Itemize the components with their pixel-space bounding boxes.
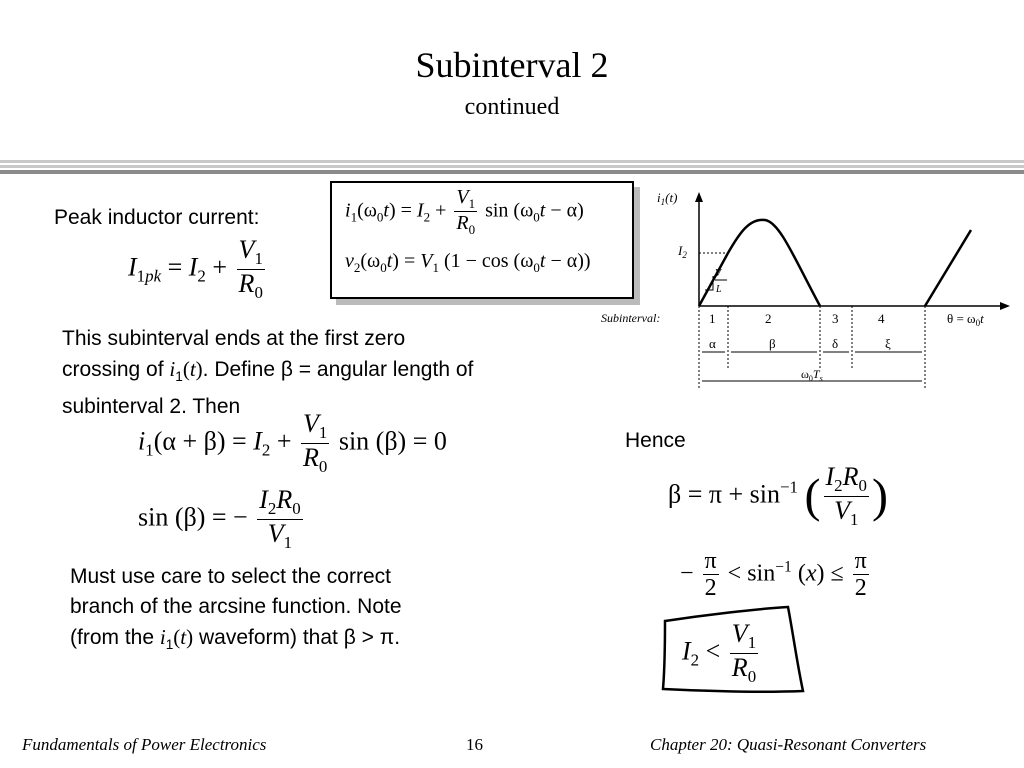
subinterval-label: Subinterval: [601, 311, 661, 325]
ends-paragraph [62, 324, 473, 422]
footer-right: Chapter 20: Quasi-Resonant Converters [650, 735, 927, 754]
slope-label: V [715, 268, 722, 279]
waveform-y-label: $i_1(t)$ [657, 190, 678, 207]
divider-rule [0, 165, 1024, 168]
xi-label: ξ [885, 336, 891, 351]
theta-label: $\theta = \omega_0t$ [947, 311, 984, 328]
ends-line-2b: . Define β = angular length of [202, 358, 474, 381]
i1-equation: $i_1(\omega_0t) = I_2$ + $\frac{V_1}{R_0}$ $\sin (\omega_0t - \alpha)$ [345, 186, 584, 238]
footer-left: Fundamentals of Power Electronics [22, 735, 267, 754]
divider-rule [0, 160, 1024, 163]
x-axis-arrow [1000, 302, 1010, 310]
care-line-3a: (from the [70, 626, 160, 649]
interval-4: 4 [878, 311, 885, 326]
beta-label: β [769, 336, 776, 351]
alpha-label: α [709, 336, 716, 351]
ends-line-2a: crossing of [62, 358, 170, 381]
delta-label: δ [832, 336, 839, 351]
period-label: $\omega_0T_s$ [801, 367, 823, 383]
slide-subtitle: continued [464, 94, 560, 120]
ends-line-2: crossing of $i_1(t)$. Define β = angular length of [62, 357, 474, 385]
care-line-2: branch of the arcsine function. Note [70, 595, 402, 618]
interval-3: 3 [832, 311, 839, 326]
care-line-3: (from the $i_1(t)$ waveform) that β > π. [70, 625, 401, 653]
arcsine-range-equation: − $\frac{\pi}{2}$ < $\sin^{-1} (x)$ ≤ $\frac{\pi}{2}$ [680, 548, 867, 602]
sin-beta-equation: sin (β) = − $\frac{I_2R_0}{V_1}$ [138, 485, 301, 552]
i2-label: $I_2$ [678, 243, 687, 260]
i2-condition-equation: $I_2$ < $\frac{V_1}{R_0}$ [682, 619, 757, 686]
ends-line-1: This subinterval ends at the first zero [62, 327, 406, 350]
interval-1: 1 [709, 311, 716, 326]
ends-line-3: subinterval 2. Then [62, 395, 241, 419]
slide-title: Subinterval 2 [415, 45, 609, 85]
slope-label-den: L [716, 284, 722, 295]
waveform-figure [595, 180, 1024, 400]
peak-current-equation: $I_{1pk} = I_2$ + $\frac{V_1}{R_0}$ [128, 235, 263, 302]
peak-current-label: Peak inductor current: [54, 206, 260, 229]
v2-equation: $v_2(\omega_0t) = V_1$ $(1 - \cos (\omega_0t - \alpha))$ [345, 250, 591, 275]
y-axis-arrow [695, 192, 703, 202]
care-line-3b: waveform) that β > π. [193, 626, 401, 649]
zero-crossing-equation: $i_1(\alpha + \beta) = I_2$ + $\frac{V_1}{R_0}$ sin (β) = 0 [138, 409, 447, 476]
sine-segment [728, 220, 820, 306]
care-paragraph [70, 562, 402, 660]
beta-solution-equation: $\beta = \pi + \sin^{-1}$ ( $\frac{I_2R_0}{V_1}$ ) [668, 462, 888, 529]
page-number: 16 [466, 735, 483, 754]
care-line-1: Must use care to select the correct [70, 565, 391, 588]
divider-rule [0, 170, 1024, 174]
hence-label: Hence [625, 429, 686, 452]
ramp-next [925, 230, 971, 306]
interval-2: 2 [765, 311, 772, 326]
